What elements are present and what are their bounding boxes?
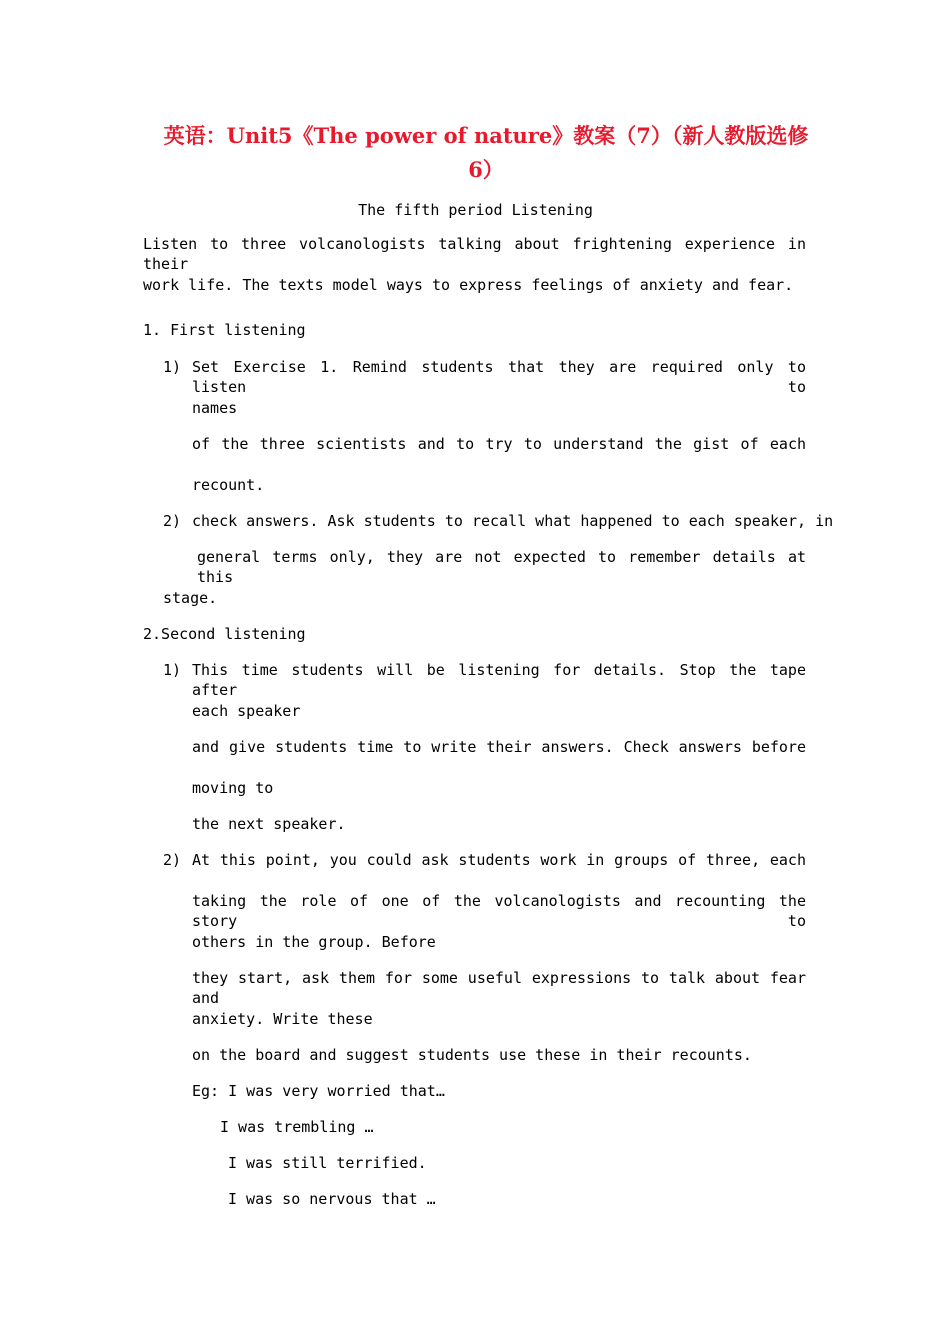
s2-item2-number: 2) bbox=[163, 851, 182, 869]
s2-item1-number: 1) bbox=[163, 661, 182, 679]
s2-item1-line-3: and give students time to write their answers. Check answers before bbox=[192, 738, 806, 756]
s1-item1-line-3: of the three scientists and to try to understand the gist of each bbox=[192, 435, 806, 453]
s1-item1-line-4: recount. bbox=[192, 476, 265, 494]
title-line-1: 英语：Unit5《The power of nature》教案（7）（新人教版选修 bbox=[163, 123, 809, 148]
s1-item2-line-3: stage. bbox=[163, 589, 218, 607]
s2-item2-line-3: others in the group. Before bbox=[192, 933, 436, 951]
s1-item2-line-2: general terms only, they are not expected to remember details at this bbox=[197, 548, 806, 586]
example-line-1: Eg: I was very worried that… bbox=[192, 1082, 445, 1100]
s1-item2-line-1: check answers. Ask students to recall what happened to each speaker, in bbox=[192, 512, 834, 530]
s2-item2-line-4: they start, ask them for some useful expressions to talk about fear and bbox=[192, 969, 806, 1007]
title-line-2: 6） bbox=[468, 157, 504, 182]
section-2-heading: 2.Second listening bbox=[143, 625, 306, 643]
intro-line-2: work life. The texts model ways to express feelings of anxiety and fear. bbox=[143, 276, 794, 294]
subtitle: The fifth period Listening bbox=[358, 201, 593, 219]
s1-item2-number: 2) bbox=[163, 512, 182, 530]
s2-item2-line-1: At this point, you could ask students work in groups of three, each bbox=[192, 851, 806, 869]
s2-item2-line-2: taking the role of one of the volcanologists and recounting the story to bbox=[192, 892, 806, 930]
s2-item1-line-1: This time students will be listening for details. Stop the tape after bbox=[192, 661, 806, 699]
s1-item1-line-1: Set Exercise 1. Remind students that they are required only to listen to bbox=[192, 358, 806, 396]
example-line-2: I was trembling … bbox=[220, 1118, 374, 1136]
s2-item1-line-2: each speaker bbox=[192, 702, 301, 720]
document-title bbox=[150, 119, 822, 187]
s2-item2-line-6: on the board and suggest students use these in their recounts. bbox=[192, 1046, 752, 1064]
s2-item1-line-4: moving to bbox=[192, 779, 274, 797]
section-1-heading: 1. First listening bbox=[143, 321, 306, 339]
example-line-4: I was so nervous that … bbox=[228, 1190, 436, 1208]
s1-item1-line-2: names bbox=[192, 399, 238, 417]
s1-item1-number: 1) bbox=[163, 358, 182, 376]
s2-item2-line-5: anxiety. Write these bbox=[192, 1010, 373, 1028]
s2-item1-line-5: the next speaker. bbox=[192, 815, 346, 833]
example-line-3: I was still terrified. bbox=[228, 1154, 427, 1172]
intro-line-1: Listen to three volcanologists talking about frightening experience in their bbox=[143, 235, 806, 273]
